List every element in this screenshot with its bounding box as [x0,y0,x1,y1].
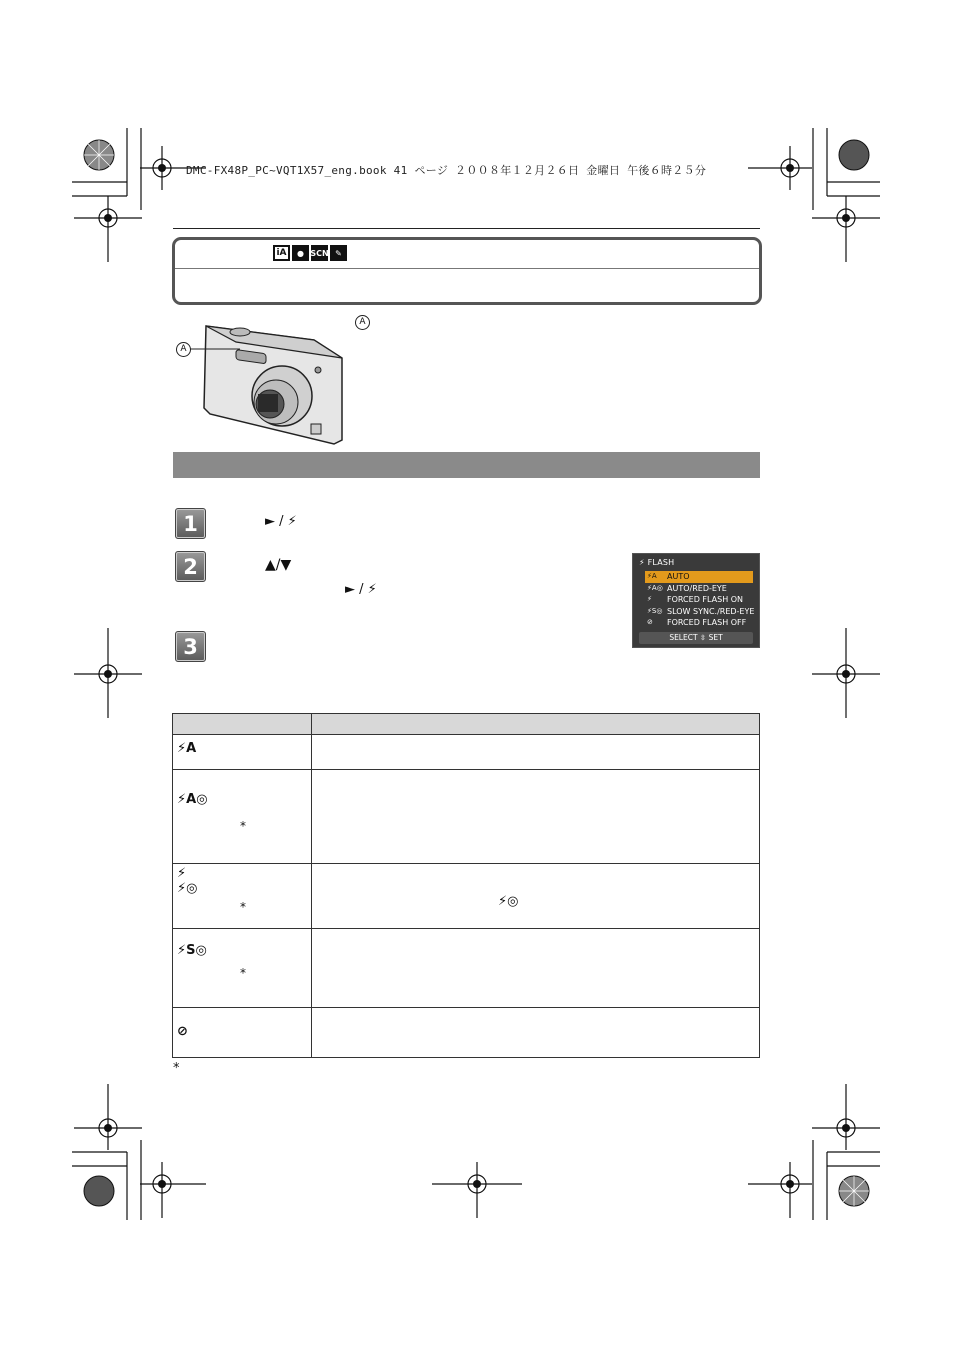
clipboard-mode-icon: ✎ [330,245,347,261]
flash-auto-icon: ⚡A [177,741,197,756]
normal-picture-mode-icon: ● [292,245,309,261]
flash-menu-screen [632,553,760,648]
callout-leader-line [190,345,240,353]
table-row [173,735,760,770]
step-1-keys: ► / ⚡ [265,514,297,529]
flash-auto-icon: ⚡A [647,572,657,580]
lcd-title-text: FLASH [647,558,675,567]
lcd-title: ⚡ FLASH [639,558,675,567]
asterisk-mark: * [240,819,246,833]
section-heading-bar [173,452,760,478]
flash-settings-table [172,713,760,1058]
flash-slow-sync-icon: ⚡S◎ [647,606,663,615]
lcd-item-label: AUTO [667,572,690,581]
step-1-badge: 1 [175,508,206,539]
table-row [173,1008,760,1058]
flash-auto-red-eye-icon: ⚡A◎ [177,792,208,807]
step-3-badge: 3 [175,631,206,662]
flash-forced-on-icon: ⚡ [177,866,187,881]
book-info-header: DMC-FX48P_PC~VQT1X57_eng.book 41 ページ ２００８年１２月２６日 金曜日 午後６時２５分 [186,164,707,177]
table-header-row [173,714,760,735]
step-2-keys-secondary: ► / ⚡ [345,582,377,597]
lcd-menu [645,571,753,629]
callout-a-left: A [176,342,191,357]
lcd-footer: SELECT ⇳ SET [639,632,753,644]
flash-forced-on-icon: ⚡ [647,595,652,603]
flash-slow-sync-icon: ⚡S◎ [177,943,207,958]
table-header-cell [173,714,312,735]
flash-off-icon: ⊘ [177,1024,188,1039]
flash-off-icon: ⊘ [647,618,653,626]
step-2-keys: ▲/▼ [265,557,292,573]
table-row [173,770,760,864]
lcd-item-forced-on[interactable] [645,594,753,606]
asterisk-mark: * [240,966,246,980]
camera-illustration [196,318,348,446]
lcd-item-label: FORCED FLASH OFF [667,618,747,627]
applicable-modes-box [172,237,762,305]
lcd-item-forced-off[interactable] [645,617,753,629]
inline-red-eye-flash-icon: ⚡◎ [498,894,519,909]
mode-icons [273,245,347,261]
header-rule [173,228,760,229]
lcd-item-slow-sync[interactable] [645,606,753,618]
scene-mode-icon: SCN [311,245,328,261]
table-row [173,864,760,929]
table-row [173,929,760,1008]
step-2-badge: 2 [175,551,206,582]
table-header-cell [312,714,760,735]
asterisk-mark: * [240,900,246,914]
lcd-item-label: SLOW SYNC./RED-EYE [667,606,755,616]
mode-box-divider [175,268,759,269]
lcd-item-label: AUTO/RED-EYE [667,583,727,593]
flash-forced-on-red-eye-icon: ⚡◎ [177,881,198,896]
intelligent-auto-mode-icon: iA [273,245,290,261]
flash-auto-red-eye-icon: ⚡A◎ [647,583,663,592]
lcd-item-auto[interactable] [645,571,753,583]
lcd-item-label: FORCED FLASH ON [667,595,744,604]
footnote-mark: * [173,1061,180,1076]
lcd-item-auto-red-eye[interactable] [645,583,753,595]
callout-a-right: A [355,315,370,330]
